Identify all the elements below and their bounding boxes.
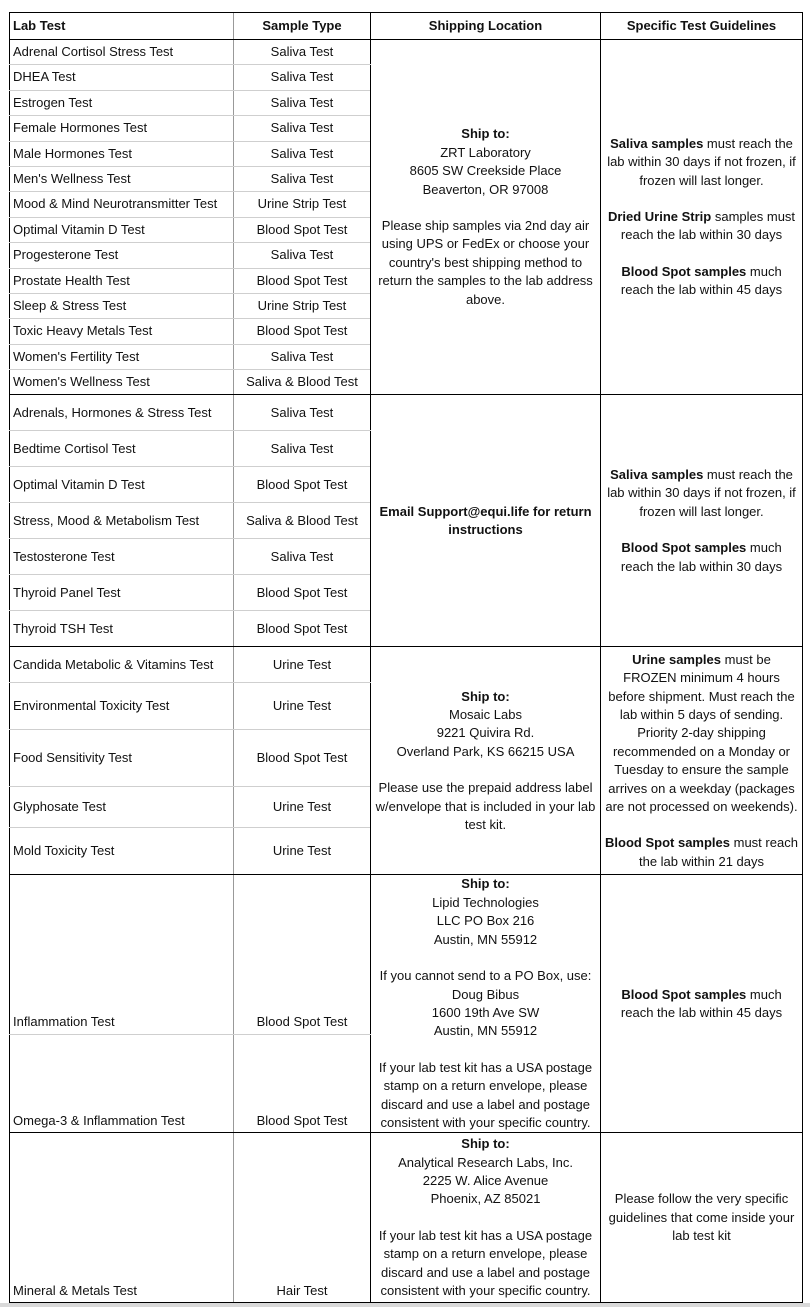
lab-test-name: Stress, Mood & Metabolism Test — [10, 503, 234, 539]
test-guidelines-cell — [601, 395, 803, 647]
lab-address-line: Mosaic Labs — [449, 706, 522, 722]
guideline-text: much reach the lab within 30 days — [620, 540, 783, 574]
shipping-location-cell — [371, 395, 601, 647]
test-guidelines-cell — [601, 40, 803, 395]
guideline-text: samples must reach the lab within 30 days — [620, 209, 796, 243]
sample-type: Saliva Test — [234, 141, 371, 166]
sample-type: Blood Spot Test — [234, 611, 371, 647]
guideline-sample-type: Blood Spot samples — [605, 835, 731, 851]
sample-type: Urine Test — [234, 828, 371, 875]
table-row — [10, 875, 803, 1034]
guideline-sample-type: Blood Spot samples — [621, 986, 747, 1002]
lab-address-line: Overland Park, KS 66215 USA — [396, 743, 575, 759]
shipping-location-cell — [371, 1133, 601, 1303]
header-lab-test: Lab Test — [10, 13, 234, 40]
sample-type: Urine Test — [234, 683, 371, 730]
guideline-sample-type: Saliva samples — [610, 466, 704, 482]
lab-test-name: Adrenal Cortisol Stress Test — [10, 40, 234, 65]
sample-type: Saliva Test — [234, 395, 371, 431]
guideline-text: must be FROZEN minimum 4 hours before shipment. Must reach the lab within 5 days of sending. Priority 2-day shipping recommended on a Monday or Tuesday to ensure the sample arrives on a weekday (packages are not processed on weekends). — [605, 651, 798, 814]
alternate-address-line: 1600 19th Ave SW — [431, 1004, 540, 1020]
sample-type: Blood Spot Test — [234, 217, 371, 242]
guideline-text: must reach the lab within 21 days — [638, 835, 798, 869]
lab-test-name: Omega-3 & Inflammation Test — [10, 1034, 234, 1133]
guideline-sample-type: Blood Spot samples — [621, 263, 747, 279]
ship-to-label: Ship to: — [461, 1136, 510, 1152]
lab-test-name: Toxic Heavy Metals Test — [10, 319, 234, 344]
lab-test-name: Estrogen Test — [10, 90, 234, 115]
lab-test-name: Optimal Vitamin D Test — [10, 217, 234, 242]
sample-type: Blood Spot Test — [234, 875, 371, 1034]
email-support-note: Email Support@equi.life for return instructions — [379, 503, 592, 537]
sample-type: Saliva Test — [234, 344, 371, 369]
guideline-paragraph — [604, 834, 799, 871]
table-row — [10, 395, 803, 431]
lab-test-name: Candida Metabolic & Vitamins Test — [10, 647, 234, 683]
test-guidelines-cell — [601, 875, 803, 1133]
lab-address-line: Analytical Research Labs, Inc. — [398, 1154, 573, 1170]
guideline-paragraph — [604, 208, 799, 245]
alternate-address-intro: If you cannot send to a PO Box, use: — [379, 968, 592, 984]
guideline-paragraph — [604, 466, 799, 521]
table-header-row — [10, 13, 803, 40]
ship-to-label: Ship to: — [461, 688, 510, 704]
sample-type: Blood Spot Test — [234, 319, 371, 344]
header-sample-type: Sample Type — [234, 13, 371, 40]
header-shipping-location: Shipping Location — [371, 13, 601, 40]
sample-type: Saliva Test — [234, 90, 371, 115]
sample-type: Saliva Test — [234, 539, 371, 575]
guideline-text: must reach the lab within 30 days if not frozen, if frozen will last longer. — [607, 466, 796, 519]
shipping-note: If your lab test kit has a USA postage stamp on a return envelope, please discard and use a label and postage consistent with your specific country. — [378, 1227, 593, 1299]
sample-type: Blood Spot Test — [234, 730, 371, 787]
lab-test-name: Adrenals, Hormones & Stress Test — [10, 395, 234, 431]
shipping-note: If your lab test kit has a USA postage stamp on a return envelope, please discard and use a label and postage consistent with your specific country. — [378, 1059, 593, 1130]
guideline-paragraph — [604, 263, 799, 300]
lab-test-name: Women's Wellness Test — [10, 370, 234, 395]
lab-test-name: Progesterone Test — [10, 243, 234, 268]
alternate-address-line: Doug Bibus — [451, 986, 520, 1002]
shipping-location-cell — [371, 40, 601, 395]
lab-test-name: Mineral & Metals Test — [10, 1133, 234, 1303]
guideline-text: Please follow the very specific guidelines that come inside your lab test kit — [608, 1191, 795, 1244]
lab-address-line: ZRT Laboratory — [440, 144, 531, 160]
sample-type: Saliva & Blood Test — [234, 370, 371, 395]
lab-test-name: Female Hormones Test — [10, 116, 234, 141]
lab-test-name: Mood & Mind Neurotransmitter Test — [10, 192, 234, 217]
table-row — [10, 647, 803, 683]
lab-test-name: Inflammation Test — [10, 875, 234, 1034]
header-specific-test-guidelines: Specific Test Guidelines — [601, 13, 803, 40]
sample-type: Urine Test — [234, 787, 371, 828]
lab-test-name: Men's Wellness Test — [10, 166, 234, 191]
lab-address-line: Austin, MN 55912 — [433, 931, 538, 947]
sample-type: Saliva Test — [234, 166, 371, 191]
sample-type: Blood Spot Test — [234, 268, 371, 293]
page-bottom-divider — [0, 1303, 810, 1307]
sample-type: Saliva Test — [234, 116, 371, 141]
test-guidelines-cell — [601, 1133, 803, 1303]
ship-to-label: Ship to: — [461, 876, 510, 892]
test-guidelines-cell — [601, 647, 803, 875]
sample-type: Saliva Test — [234, 243, 371, 268]
lab-test-name: Women's Fertility Test — [10, 344, 234, 369]
lab-test-name: Food Sensitivity Test — [10, 730, 234, 787]
lab-address-line: Beaverton, OR 97008 — [422, 181, 549, 197]
lab-test-name: Male Hormones Test — [10, 141, 234, 166]
lab-test-name: Testosterone Test — [10, 539, 234, 575]
lab-address-line: 9221 Quivira Rd. — [436, 725, 535, 741]
lab-test-shipping-table — [9, 12, 803, 1303]
lab-address-line: 2225 W. Alice Avenue — [422, 1173, 549, 1189]
lab-test-name: Prostate Health Test — [10, 268, 234, 293]
ship-to-label: Ship to: — [461, 126, 510, 142]
lab-address-line: LLC PO Box 216 — [436, 913, 535, 929]
sample-type: Saliva Test — [234, 65, 371, 90]
sample-type: Urine Test — [234, 647, 371, 683]
lab-address-line: 8605 SW Creekside Place — [409, 163, 562, 179]
shipping-location-cell — [371, 647, 601, 875]
lab-test-name: Sleep & Stress Test — [10, 293, 234, 318]
lab-test-name: Thyroid TSH Test — [10, 611, 234, 647]
lab-test-name: DHEA Test — [10, 65, 234, 90]
sample-type: Urine Strip Test — [234, 293, 371, 318]
sample-type: Blood Spot Test — [234, 1034, 371, 1133]
sample-type: Saliva Test — [234, 431, 371, 467]
shipping-note: Please ship samples via 2nd day air using UPS or FedEx or choose your country's best shipping method to return the samples to the lab address above. — [378, 218, 593, 307]
guideline-text: much reach the lab within 45 days — [620, 263, 783, 298]
lab-test-name: Environmental Toxicity Test — [10, 683, 234, 730]
guideline-text: must reach the lab within 30 days if not frozen, if frozen will last longer. — [607, 135, 796, 188]
lab-test-name: Optimal Vitamin D Test — [10, 467, 234, 503]
lab-test-name: Mold Toxicity Test — [10, 828, 234, 875]
sample-type: Blood Spot Test — [234, 467, 371, 503]
table-row — [10, 40, 803, 65]
lab-test-name: Glyphosate Test — [10, 787, 234, 828]
lab-test-name: Thyroid Panel Test — [10, 575, 234, 611]
guideline-sample-type: Dried Urine Strip — [607, 209, 712, 225]
lab-test-name: Bedtime Cortisol Test — [10, 431, 234, 467]
sample-type: Hair Test — [234, 1133, 371, 1303]
guideline-sample-type: Urine samples — [632, 651, 721, 667]
alternate-address-line: Austin, MN 55912 — [433, 1023, 538, 1039]
shipping-note: Please use the prepaid address label w/envelope that is included in your lab test kit. — [375, 780, 596, 832]
lab-address-line: Phoenix, AZ 85021 — [430, 1191, 541, 1207]
guideline-text: much reach the lab within 45 days — [620, 986, 783, 1020]
table-row — [10, 1133, 803, 1303]
lab-address-line: Lipid Technologies — [432, 894, 539, 910]
guideline-paragraph — [604, 651, 799, 817]
sample-type: Urine Strip Test — [234, 192, 371, 217]
guideline-paragraph — [604, 135, 799, 190]
sample-type: Blood Spot Test — [234, 575, 371, 611]
guideline-sample-type: Blood Spot samples — [621, 540, 747, 556]
guideline-sample-type: Saliva samples — [610, 135, 704, 151]
shipping-location-cell — [371, 875, 601, 1133]
sample-type: Saliva & Blood Test — [234, 503, 371, 539]
guideline-paragraph — [604, 539, 799, 576]
guideline-paragraph — [604, 986, 799, 1023]
sample-type: Saliva Test — [234, 40, 371, 65]
